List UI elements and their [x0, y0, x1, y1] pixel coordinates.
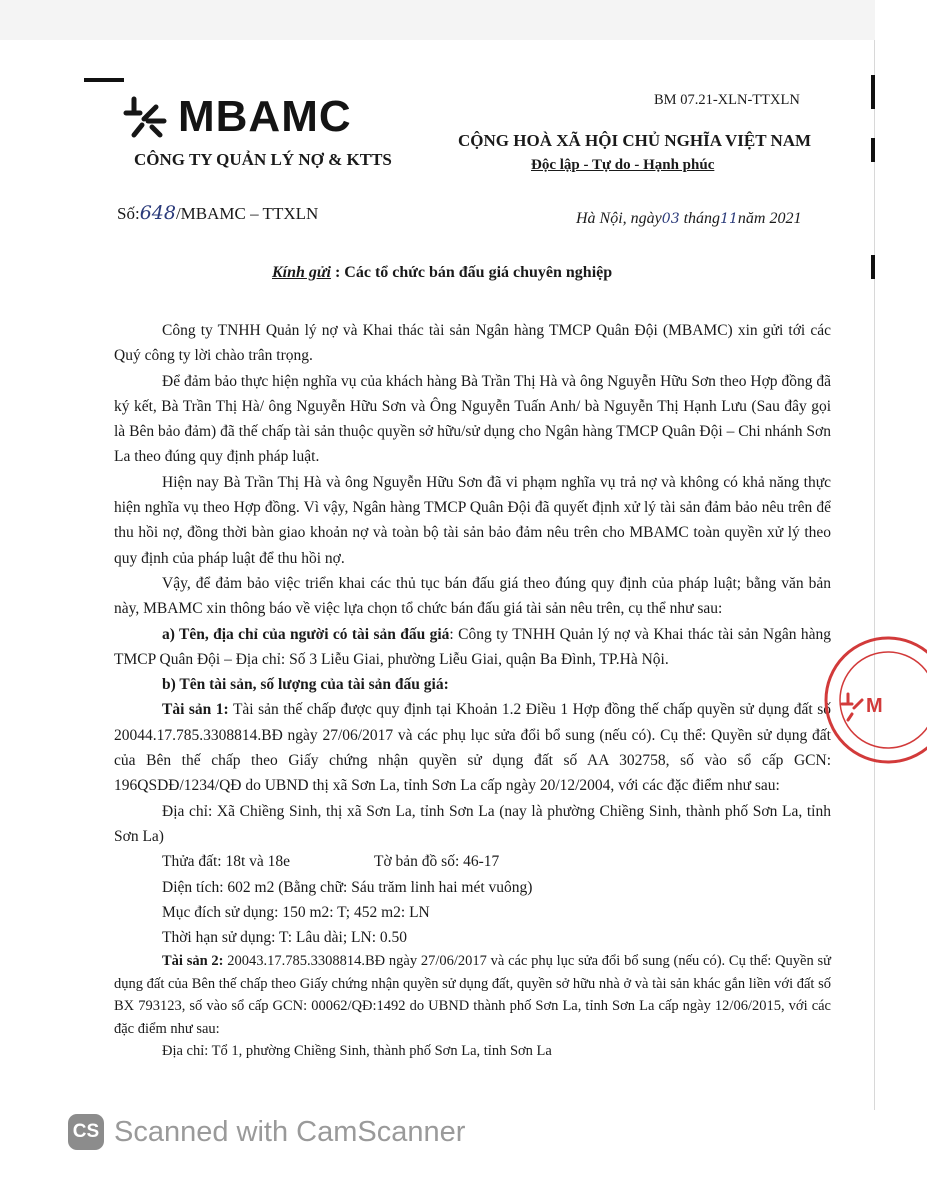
letter-body	[114, 318, 831, 1063]
paragraph-notice: Vậy, để đảm bảo việc triển khai các thủ tục bán đấu giá theo đúng quy định của pháp luật; bằng văn bản này, MBAMC xin thông báo về việc lựa chọn tổ chức bán đấu giá tài sản nêu trên, cụ thể như sau:	[114, 574, 831, 618]
asset-2-label: Tài sản 2:	[162, 953, 224, 970]
date-year: năm 2021	[737, 210, 802, 227]
national-motto: Độc lập - Tự do - Hạnh phúc	[531, 157, 715, 173]
date-month: 11	[720, 211, 738, 227]
doc-number-prefix: Số:	[117, 204, 140, 223]
document-date	[576, 210, 801, 228]
company-seal-stamp	[808, 628, 927, 768]
asset-1-purpose: Mục đích sử dụng: 150 m2: T; 452 m2: LN	[162, 903, 430, 921]
asset-2-address: Địa chỉ: Tổ 1, phường Chiềng Sinh, thành phố Sơn La, tỉnh Sơn La	[162, 1043, 552, 1060]
salutation-label: Kính gửi	[272, 264, 331, 281]
doc-number-handwritten: 648	[139, 202, 176, 224]
asset-1	[114, 697, 831, 798]
asset-2	[114, 950, 831, 1040]
section-a-text: : Công ty TNHH Quản lý nợ và Khai thác tài sản Ngân hàng TMCP Quân Đội – Địa chỉ: Số 3 Liễu Giai, phường Liễu Giai, quận Ba Đình, TP.Hà Nội.	[114, 625, 831, 668]
asset-1-area: Diện tích: 602 m2 (Bằng chữ: Sáu trăm linh hai mét vuông)	[162, 878, 533, 896]
asset-2-text: 20043.17.785.3308814.BĐ ngày 27/06/2017 và các phụ lục sửa đổi bổ sung (nếu có). Cụ thể: Quyền sử dụng đất của Bên thế chấp theo Giấy chứng nhận quyền sử dụng đất, quyền sở hữu nhà ở và tài sản khác gắn liền với đất số BX 793123, số vào sổ cấp GCN: 00062/QĐ:1492 do UBND thành phố Sơn La, tỉnh Sơn La cấp ngày 12/06/2015, với các đặc điểm như sau:	[114, 953, 831, 1037]
company-logo	[122, 92, 352, 142]
asset-1-label: Tài sản 1:	[162, 701, 229, 719]
mbamc-star-icon	[122, 93, 170, 141]
doc-number-suffix: /MBAMC – TTXLN	[175, 204, 319, 223]
camscanner-watermark	[68, 1114, 465, 1150]
date-day: 03	[661, 211, 680, 227]
paragraph-default: Hiện nay Bà Trần Thị Hà và ông Nguyễn Hữu Sơn đã vi phạm nghĩa vụ trả nợ và không có khả năng thực hiện nghĩa vụ theo Hợp đồng. Vì vậy, Ngân hàng TMCP Quân Đội đã quyết định xử lý tài sản đảm bảo nêu trên để thu hồi nợ, đồng thời bàn giao khoản nợ và toàn bộ tài sản bảo đảm nêu trên cho MBAMC toàn quyền xử lý theo quy định của pháp luật để thu hồi nợ.	[114, 473, 831, 567]
paragraph-background: Để đảm bảo thực hiện nghĩa vụ của khách hàng Bà Trần Thị Hà và ông Nguyễn Hữu Sơn theo Hợp đồng đã ký kết, Bà Trần Thị Hà/ ông Nguyễn Hữu Sơn và Ông Nguyễn Tuấn Anh/ bà Nguyễn Thị Hạnh Lưu (Sau đây gọi là Bên bảo đảm) đã thế chấp tài sản thuộc quyền sở hữu/sử dụng cho Ngân hàng TMCP Quân Đội – Chi nhánh Sơn La theo đúng quy định pháp luật.	[114, 372, 831, 466]
svg-text:M: M	[866, 695, 883, 717]
asset-1-address: Địa chỉ: Xã Chiềng Sinh, thị xã Sơn La, tỉnh Sơn La (nay là phường Chiềng Sinh, thành phố Sơn La, tỉnh Sơn La)	[114, 802, 831, 845]
section-b-heading: b) Tên tài sản, số lượng của tài sản đấu giá:	[162, 676, 449, 694]
asset-1-map-sheet: Tờ bản đồ số: 46-17	[374, 853, 500, 871]
salutation-recipient: : Các tổ chức bán đấu giá chuyên nghiệp	[334, 264, 613, 281]
form-code: BM 07.21-XLN-TTXLN	[654, 92, 800, 108]
section-a	[114, 622, 831, 673]
paragraph-greeting: Công ty TNHH Quản lý nợ và Khai thác tài sản Ngân hàng TMCP Quân Đội (MBAMC) xin gửi tới các Quý công ty lời chào trân trọng.	[114, 322, 831, 365]
asset-1-parcel: Thửa đất: 18t và 18e	[162, 853, 291, 871]
date-place: Hà Nội, ngày	[576, 210, 662, 227]
salutation	[272, 264, 612, 282]
asset-1-text: Tài sản thế chấp được quy định tại Khoản 1.2 Điều 1 Hợp đồng thế chấp quyền sử dụng đất số 20044.17.785.3308814.BĐ ngày 27/06/2017 và các phụ lục sửa đổi bổ sung (nếu có). Cụ thể: Quyền sử dụng đất của Bên thế chấp theo Giấy chứng nhận quyền sử dụng đất số AA 302758, số vào sổ cấp GCN: 196QSDĐ/1234/QĐ do UBND thị xã Sơn La, tỉnh Sơn La cấp ngày 20/12/2004, với các đặc điểm như sau:	[114, 701, 831, 795]
date-month-word: tháng	[683, 210, 721, 227]
asset-1-parcel-row	[114, 849, 831, 874]
national-title: CỘNG HOÀ XÃ HỘI CHỦ NGHĨA VIỆT NAM	[458, 131, 812, 150]
logo-text: MBAMC	[178, 92, 352, 141]
camscanner-logo-icon: CS	[68, 1114, 104, 1150]
section-a-label: a) Tên, địa chỉ của người có tài sản đấu giá	[162, 625, 450, 643]
asset-1-term: Thời hạn sử dụng: T: Lâu dài; LN: 0.50	[162, 929, 407, 947]
company-name: CÔNG TY QUẢN LÝ NỢ & KTTS	[134, 150, 392, 169]
document-number	[117, 202, 318, 224]
camscanner-text: Scanned with CamScanner	[114, 1115, 466, 1148]
